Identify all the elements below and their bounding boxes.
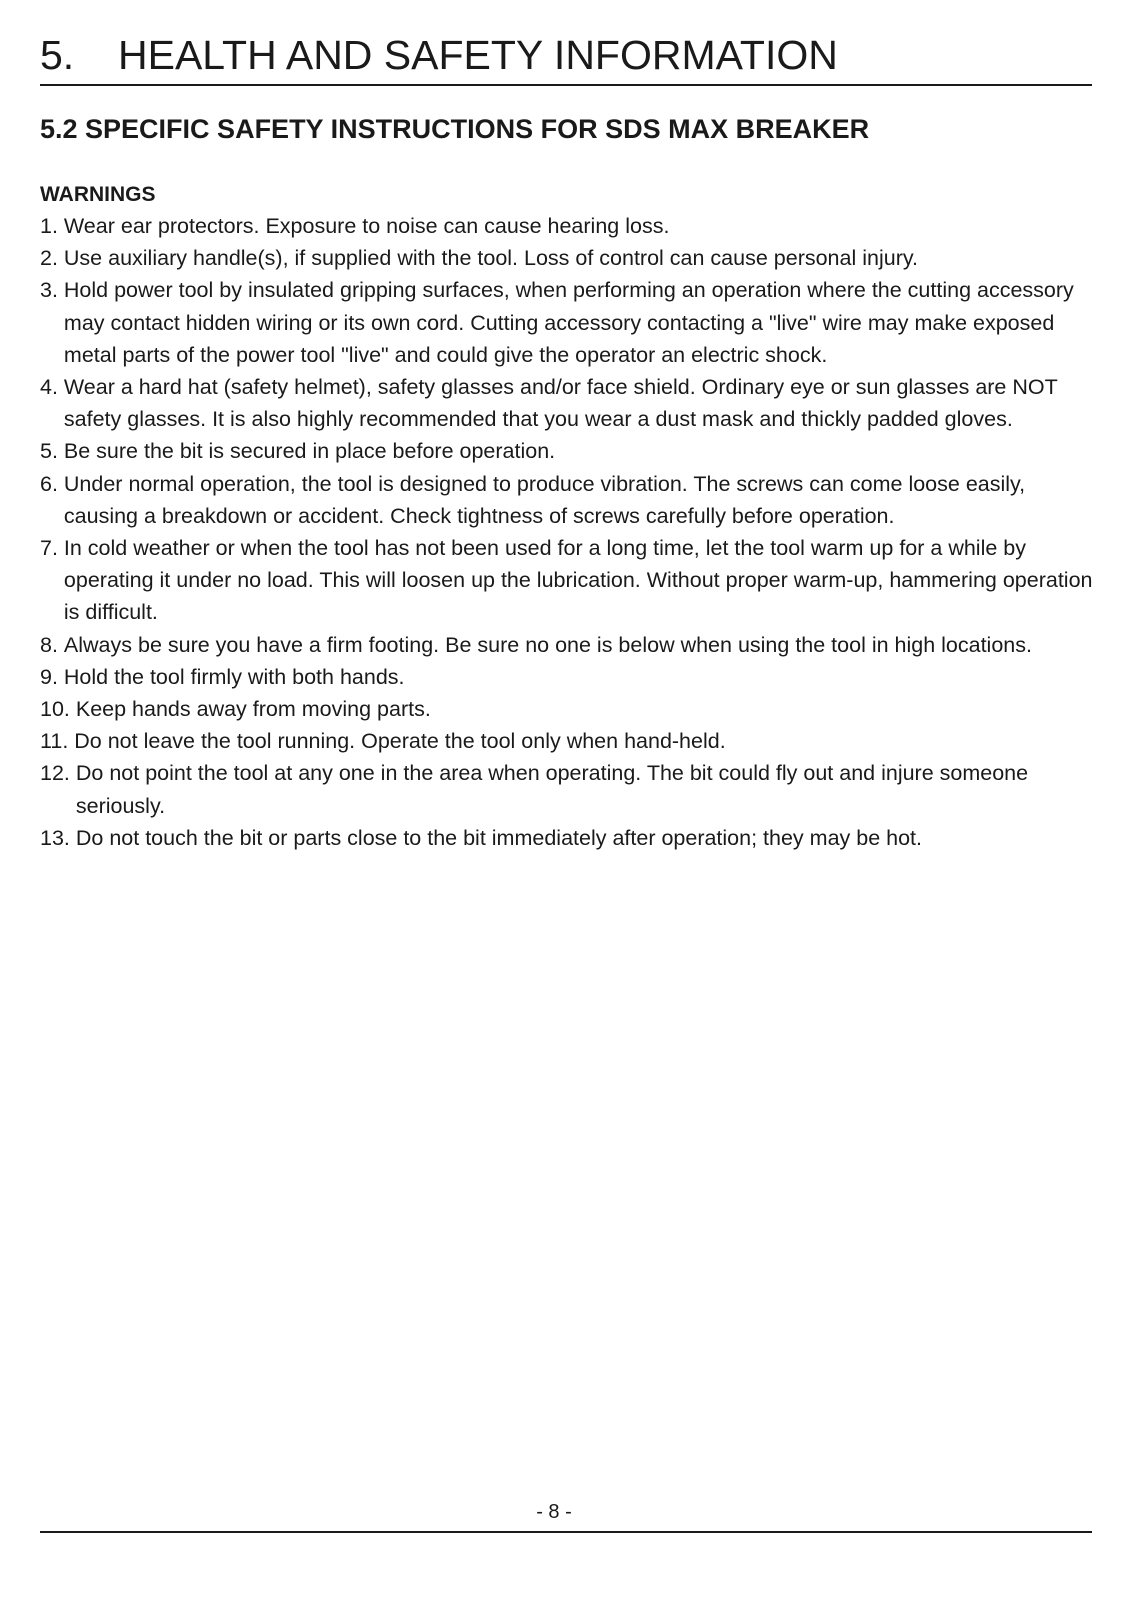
warning-item-12	[40, 757, 1100, 821]
warning-text: In cold weather or when the tool has not been used for a long time, let the tool warm up for a while by operating it under no load. This will loosen up the lubrication. Without proper warm-up, hammering operation is difficult.	[63, 536, 1093, 625]
warning-number: 13.	[40, 825, 76, 850]
warning-item-6	[40, 468, 1100, 532]
warning-item-2	[40, 242, 1100, 274]
warning-text: Use auxiliary handle(s), if supplied with the tool. Loss of control can cause personal injury.	[63, 246, 918, 271]
warning-number: 3.	[40, 278, 64, 303]
warning-text: Hold power tool by insulated gripping surfaces, when performing an operation where the cutting accessory may contact hidden wiring or its own cord. Cutting accessory contacting a "live" wire may make exposed metal parts of the power tool "live" and could give the operator an electric shock.	[63, 278, 1074, 367]
warning-number: 1.	[40, 214, 64, 238]
warning-text: Under normal operation, the tool is designed to produce vibration. The screws can come loose easily, causing a breakdown or accident. Check tightness of screws carefully before operation.	[63, 471, 1026, 528]
warning-item-1	[40, 210, 1100, 242]
warning-text: Hold the tool firmly with both hands.	[63, 664, 405, 689]
warning-number: 6.	[40, 471, 64, 496]
footer-divider	[40, 1531, 1092, 1533]
warning-text: Wear ear protectors. Exposure to noise can cause hearing loss.	[63, 214, 670, 238]
subsection-title: 5.2 SPECIFIC SAFETY INSTRUCTIONS FOR SDS MAX BREAKER	[40, 114, 870, 144]
warning-number: 9.	[40, 664, 64, 689]
warnings-list	[40, 210, 1100, 854]
warning-item-8	[40, 629, 1100, 661]
warning-item-13	[40, 822, 1100, 854]
warning-text: Keep hands away from moving parts.	[75, 697, 431, 722]
warning-item-3	[40, 274, 1100, 371]
section-number: 5.	[40, 32, 75, 78]
warning-number: 5.	[40, 439, 64, 464]
warning-number: 8.	[40, 632, 64, 657]
warning-number: 4.	[40, 375, 64, 400]
section-title: HEALTH AND SAFETY INFORMATION	[118, 32, 838, 78]
warning-text: Always be sure you have a firm footing. Be sure no one is below when using the tool in high locations.	[63, 632, 1032, 657]
warning-item-7	[40, 532, 1100, 629]
warning-item-4	[40, 371, 1100, 435]
warning-text: Do not touch the bit or parts close to the bit immediately after operation; they may be hot.	[75, 825, 922, 850]
warning-text: Do not point the tool at any one in the area when operating. The bit could fly out and injure someone seriously.	[75, 761, 1029, 818]
warning-item-11	[40, 725, 1100, 757]
page-header	[40, 26, 1092, 86]
warning-item-5	[40, 435, 1100, 467]
page-number: - 8 -	[536, 1501, 572, 1523]
warnings-heading: WARNINGS	[40, 183, 156, 206]
warning-number: 10.	[40, 697, 76, 722]
warning-text: Wear a hard hat (safety helmet), safety glasses and/or face shield. Ordinary eye or sun glasses are NOT safety glasses. It is also highly recommended that you wear a dust mask and thickly padded gloves.	[63, 375, 1058, 432]
warning-item-9	[40, 661, 1100, 693]
warning-text: Be sure the bit is secured in place before operation.	[63, 439, 556, 464]
warning-item-10	[40, 693, 1100, 725]
warning-number: 2.	[40, 246, 64, 271]
warning-number: 11.	[40, 729, 75, 754]
warning-text: Do not leave the tool running. Operate the tool only when hand-held.	[74, 729, 726, 754]
warning-number: 7.	[40, 536, 64, 561]
warning-number: 12.	[40, 761, 76, 786]
